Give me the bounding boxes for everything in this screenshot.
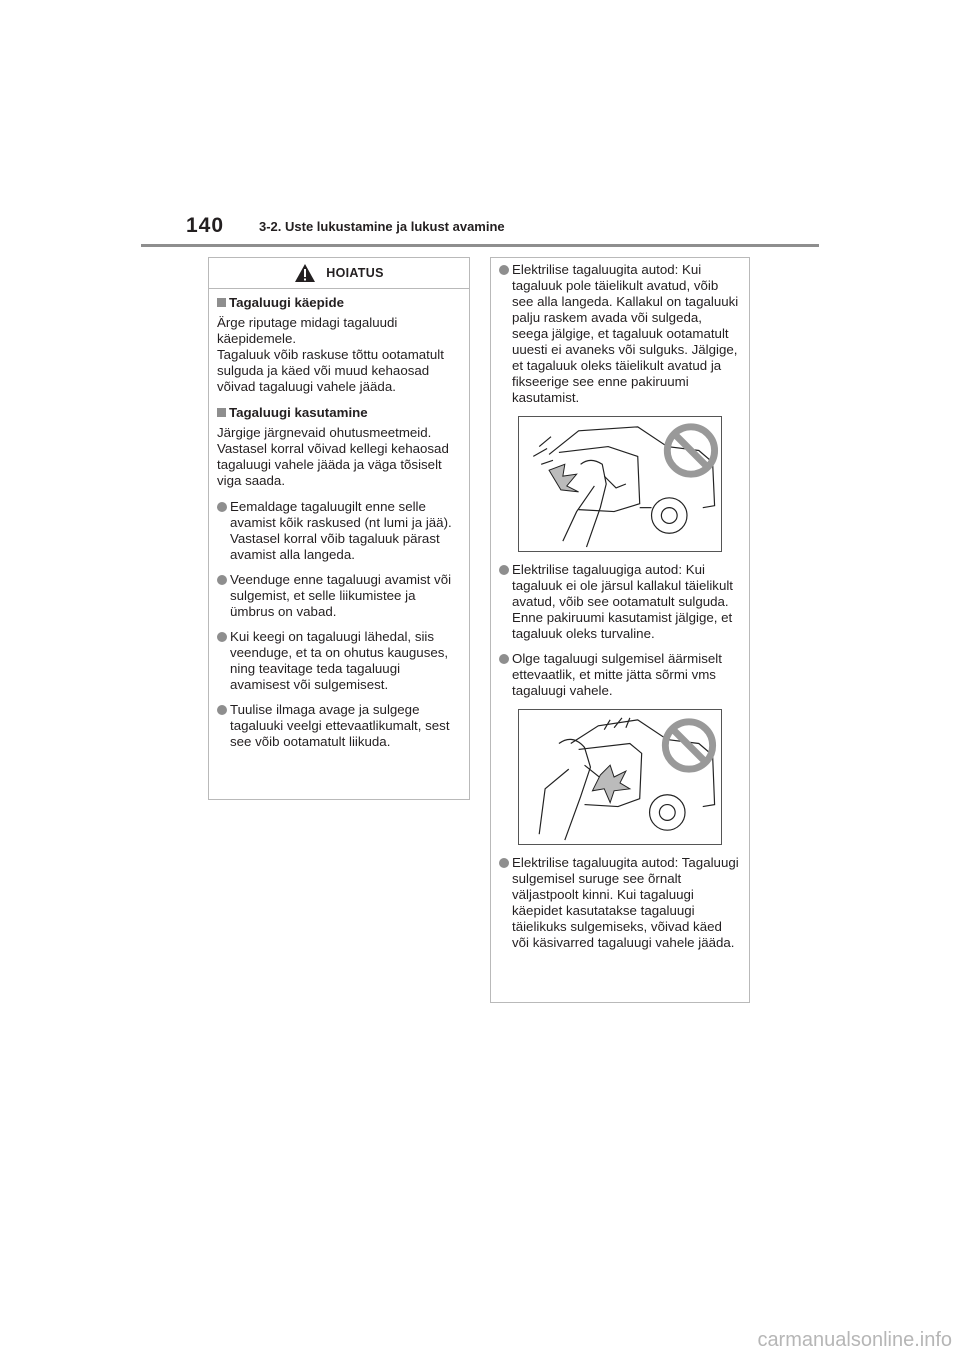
warning-title: HOIATUS (326, 266, 384, 280)
section-title: 3-2. Uste lukustamine ja lukust avamine (259, 219, 505, 234)
illustration-tailgate-pinch (518, 709, 722, 845)
list-item: Veenduge enne tagaluugi avamist või sulgemist, et selle liikumistee ja ümbrus on vabad. (217, 572, 461, 620)
subheading-tailgate-handle: Tagaluugi käepide (217, 295, 461, 311)
list-item: Tuulise ilmaga avage ja sulgege tagaluuki veelgi ettevaatlikumalt, sest see võib ootamatult liikuda. (217, 702, 461, 750)
list-item: Elektrilise tagaluugita autod: Tagaluugi sulgemisel suruge see õrnalt väljastpoolt kinni. Kui tagaluugi käepidet kasutatakse tagaluugi täielikuks sulgemiseks, võivad käed või käsivarred tagaluugi vahele jääda. (499, 855, 741, 951)
page-number: 140 (186, 214, 225, 237)
list-item: Kui keegi on tagaluugi lähedal, siis veenduge, et ta on ohutus kauguses, ning teavitage teda tagaluugi avamisest või sulgemisest. (217, 629, 461, 693)
subheading-tailgate-use: Tagaluugi kasutamine (217, 405, 461, 421)
warning-continued-box (490, 257, 750, 1003)
warning-box (208, 257, 470, 800)
list-item: Olge tagaluugi sulgemisel äärmiselt ettevaatlik, et mitte jätta sõrmi vms tagaluugi vahele. (499, 651, 741, 699)
prohibition-icon (665, 722, 712, 769)
paragraph: Ärge riputage midagi tagaluudi käepidemele. Tagaluuk võib raskuse tõttu ootamatult sulguda ja käed või muud kehaosad võivad tagaluugi vahele jääda. (217, 315, 444, 394)
list-item: Eemaldage tagaluugilt enne selle avamist kõik raskused (nt lumi ja jää). Vastasel korral võib tagaluuk pärast avamist alla langeda. (217, 499, 461, 563)
list-item: Elektrilise tagaluugiga autod: Kui tagaluuk ei ole järsul kallakul täielikult avatud, võib see ootamatult sulguda. Enne pakiruumi kasutamist jälgige, et tagaluuk oleks turvaline. (499, 562, 741, 642)
watermark: carmanualsonline.info (757, 1329, 952, 1351)
list-item: Elektrilise tagaluugita autod: Kui tagaluuk pole täielikult avatud, võib see alla langeda. Kallakul on tagaluuki palju raskem avada või sulgeda, seega jälgige, et tagaluuk ootamatult uuesti ei avaneks või sulguks. Jälgige, et tagaluuk oleks täielikult avatud ja fikseerige see enne pakiruumi kasutamist. (499, 262, 741, 406)
warning-triangle-icon (294, 263, 316, 283)
paragraph: Järgige järgnevaid ohutusmeetmeid. Vastasel korral võivad kellegi kehaosad tagaluugi vahele jääda ja väga tõsiselt viga saada. (217, 425, 449, 488)
warning-header (209, 258, 469, 289)
header-rule (141, 244, 819, 247)
prohibition-icon (667, 427, 714, 474)
illustration-tailgate-falling (518, 416, 722, 552)
